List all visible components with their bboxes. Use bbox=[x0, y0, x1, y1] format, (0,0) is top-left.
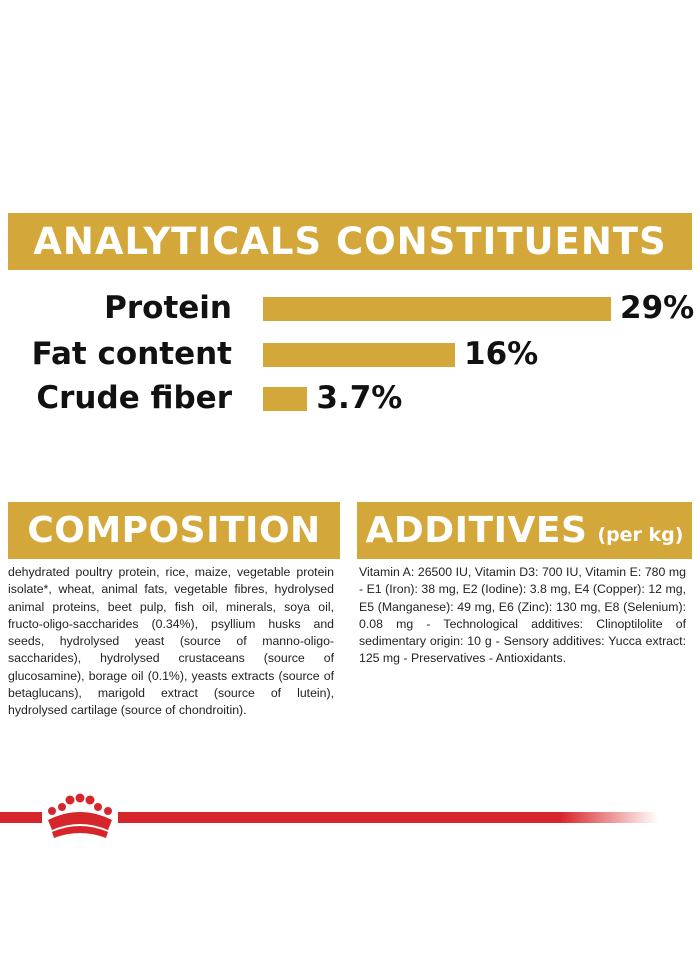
red-divider-left bbox=[0, 812, 42, 823]
composition-header bbox=[8, 502, 340, 559]
analytics-title: ANALYTICALS CONSTITUENTS bbox=[33, 220, 667, 263]
nutrient-bar bbox=[263, 343, 455, 367]
additives-text: Vitamin A: 26500 IU, Vitamin D3: 700 IU, Vitamin E: 780 mg - E1 (Iron): 38 mg, E2 (Iodine): 3.8 mg, E4 (Copper): 12 mg, E5 (Manganese): 49 mg, E6 (Zinc): 130 mg, E8 (Selenium): 0.08 mg - Technological additives: Clinoptilolite of sedimentary origin: 10 g - Sensory additives: Yucca extract: 125 mg - Preservatives - Antioxidants. bbox=[359, 565, 686, 666]
additives-header bbox=[357, 502, 692, 559]
nutrient-row-fiber bbox=[0, 378, 700, 418]
nutrient-bar bbox=[263, 297, 611, 321]
nutrient-row-protein bbox=[0, 288, 700, 328]
nutrient-label: Crude fiber bbox=[36, 380, 232, 416]
crown-icon bbox=[38, 790, 122, 846]
additives-title: ADDITIVES bbox=[365, 510, 588, 551]
nutrient-label: Protein bbox=[104, 290, 232, 326]
red-divider-right bbox=[118, 812, 658, 823]
nutrient-value: 16% bbox=[464, 336, 539, 372]
composition-title: COMPOSITION bbox=[27, 510, 321, 551]
composition-text: dehydrated poultry protein, rice, maize, vegetable protein isolate*, wheat, animal fats, vegetable fibres, hydrolysed animal proteins, beet pulp, fish oil, minerals, soya oil, fructo-oligo-saccharides (0.34%), psyllium husks and seeds, hydrolysed yeast (source of manno-oligo-saccharides), hydrolysed crustaceans (source of glucosamine), borage oil (0.1%), yeasts extracts (source of betaglucans), marigold extract (source of lutein), hydrolysed cartilage (source of chondroitin). bbox=[8, 565, 334, 718]
nutrient-bar bbox=[263, 387, 307, 411]
additives-subtitle: (per kg) bbox=[597, 523, 684, 546]
nutrient-label: Fat content bbox=[31, 336, 232, 372]
nutrient-value: 29% bbox=[620, 290, 695, 326]
nutrient-value: 3.7% bbox=[316, 380, 403, 416]
analytics-banner bbox=[8, 213, 692, 270]
nutrient-row-fat bbox=[0, 334, 700, 374]
